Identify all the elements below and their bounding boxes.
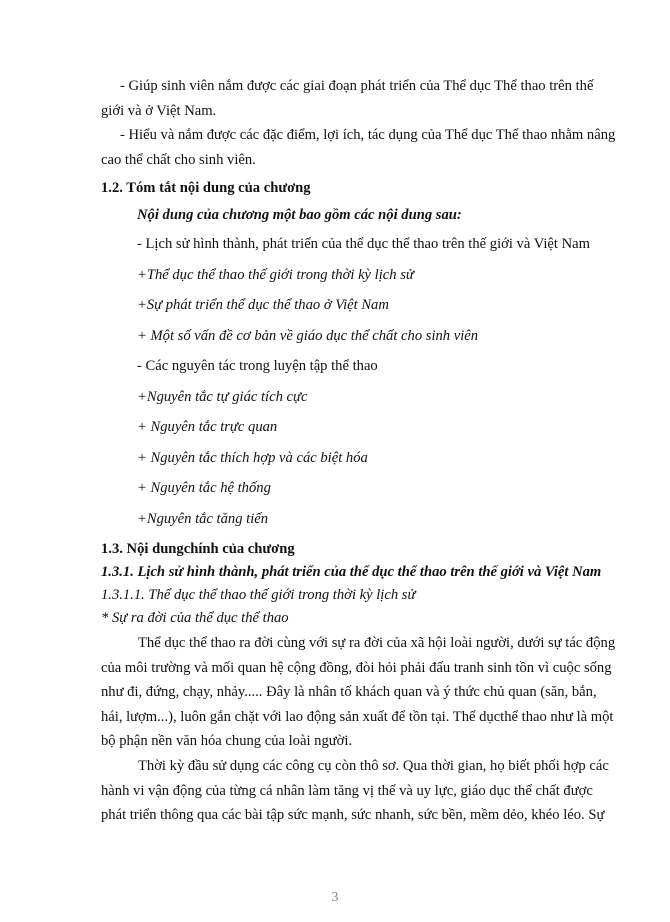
summary-list-item: + Nguyên tắc hệ thống bbox=[137, 480, 271, 496]
paragraph-line: hành vi vận động của từng cá nhân làm tăng vị thế và uy lực, giáo dục thể chất được bbox=[101, 782, 593, 799]
objective-1-line-1: - Giúp sinh viên nắm được các giai đoạn phát triển của Thể dục Thể thao trên thế bbox=[120, 78, 594, 94]
summary-list-item: +Sự phát triển thể dục thể thao ở Việt Nam bbox=[137, 297, 389, 313]
objective-1-line-2: giới và ở Việt Nam. bbox=[101, 103, 217, 119]
summary-list-item: + Nguyên tắc thích hợp và các biệt hóa bbox=[137, 449, 368, 466]
section-heading-1-2: 1.2. Tóm tắt nội dung của chương bbox=[101, 180, 311, 196]
summary-list-item: +Nguyên tắc tăng tiến bbox=[137, 510, 269, 527]
section-intro: Nội dung của chương một bao gồm các nội dung sau: bbox=[137, 207, 462, 223]
paragraph-line: hái, lượm...), luôn gắn chặt với lao động sản xuất để tồn tại. Thể dụcthể thao như là một bbox=[101, 708, 614, 725]
paragraph-line: như đi, đứng, chạy, nhảy..... Đây là nhân tố khách quan và ý thức chủ quan (săn, bắn, bbox=[101, 684, 597, 701]
summary-list-item: + Một số vấn đề cơ bản về giáo dục thể chất cho sinh viên bbox=[137, 327, 479, 344]
bullet-heading: * Sự ra đời của thể dục thể thao bbox=[101, 610, 289, 626]
subheading-1-3-1-1: 1.3.1.1. Thể dục thể thao thế giới trong thời kỳ lịch sử bbox=[101, 587, 416, 603]
paragraph-line: của môi trường và mối quan hệ cộng đồng, đòi hỏi phải đấu tranh sinh tồn vì cuộc sống bbox=[101, 659, 612, 676]
page-number: 3 bbox=[331, 890, 339, 905]
summary-list-item: +Nguyên tắc tự giác tích cực bbox=[137, 388, 308, 405]
summary-list-item: - Các nguyên tác trong luyện tập thể thao bbox=[137, 358, 378, 374]
paragraph-line: Thể dục thể thao ra đời cùng với sự ra đời của xã hội loài người, dưới sự tác động bbox=[138, 635, 616, 651]
subheading-1-3-1: 1.3.1. Lịch sử hình thành, phát triển của thể dục thể thao trên thế giới và Việt Nam bbox=[101, 564, 602, 580]
summary-list-item: - Lịch sử hình thành, phát triển của thể dục thể thao trên thế giới và Việt Nam bbox=[137, 236, 590, 252]
summary-list-item: +Thể dục thể thao thế giới trong thời kỳ lịch sử bbox=[137, 266, 414, 283]
objective-2-line-1: - Hiểu và nắm được các đặc điểm, lợi ích, tác dụng của Thể dục Thể thao nhằm nâng bbox=[120, 127, 616, 143]
paragraph-line: bộ phận nền văn hóa chung của loài người. bbox=[101, 733, 353, 750]
section-heading-1-3: 1.3. Nội dungchính của chương bbox=[101, 541, 295, 557]
objective-2-line-2: cao thể chất cho sinh viên. bbox=[101, 152, 256, 168]
summary-list-item: + Nguyên tắc trực quan bbox=[137, 419, 278, 435]
paragraph-line: phát triển thông qua các bài tập sức mạnh, sức nhanh, sức bền, mềm dẻo, khéo léo. Sự bbox=[101, 807, 605, 824]
paragraph-line: Thời kỳ đầu sử dụng các công cụ còn thô sơ. Qua thời gian, họ biết phối hợp các bbox=[138, 758, 609, 774]
